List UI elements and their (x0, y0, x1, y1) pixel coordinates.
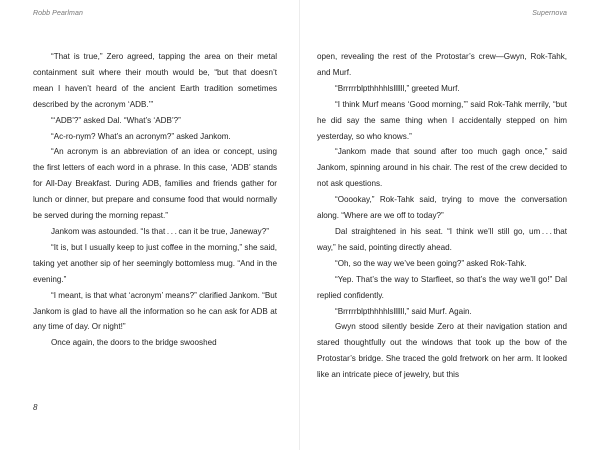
right-page-body (317, 49, 567, 383)
paragraph: “Brrrrrblpthhhhlsllllll,” said Murf. Again. (335, 306, 472, 316)
paragraph: “Ac-ro-nym? What’s an acronym?” asked Jankom. (51, 131, 231, 141)
paragraph-continuation: open, revealing the rest of the Protostar’s crew—Gwyn, Rok-Tahk, and Murf. (317, 52, 567, 77)
paragraph: “I meant, is that what ‘acronym’ means?” clarified Jankom. “But Jankom is glad to have all the information so he can ask for ADB at any time of day. Or night!” (33, 290, 277, 332)
running-head-author: Robb Pearlman (33, 10, 83, 17)
paragraph: “That is true,” Zero agreed, tapping the area on their metal containment suit where their mouth would be, “but that doesn’t mean I haven’t heard of the ancient Earth tradition sometimes described by the acronym ‘ADB.’” (33, 52, 277, 109)
paragraph: “An acronym is an abbreviation of an idea or concept, using the first letters of each word in a phrase. In this case, ‘ADB’ stands for All-Day Breakfast. During ADB, families and friends gather for lunch or dinner, but prepare and consume food that would normally be served during the morning repast.” (33, 147, 277, 221)
paragraph: “It is, but I usually keep to just coffee in the morning,” she said, taking yet another sip of her seemingly bottomless mug. “And in the evening.” (33, 242, 277, 284)
paragraph: “Jankom made that sound after too much gagh once,” said Jankom, spinning around in his chair. The rest of the crew decided to not ask questions. (317, 147, 567, 189)
left-page-body (33, 49, 277, 351)
paragraph: “I think Murf means ‘Good morning,’” said Rok-Tahk merrily, “but he did say the same thing when I accidentally stepped on him yesterday, so who knows.” (317, 99, 567, 141)
paragraph: “Oh, so the way we’ve been going?” asked Rok-Tahk. (335, 258, 527, 268)
paragraph: Once again, the doors to the bridge swooshed (51, 338, 217, 348)
paragraph: “‘ADB’?” asked Dal. “What’s ‘ADB’?” (51, 115, 181, 125)
paragraph: “Yep. That’s the way to Starfleet, so that’s the way we’ll go!” Dal replied confidently. (317, 274, 567, 300)
paragraph: “Brrrrrblpthhhhlsllllll,” greeted Murf. (335, 83, 460, 93)
page-number: 8 (33, 403, 38, 412)
paragraph: “Ooookay,” Rok-Tahk said, trying to move the conversation along. “Where are we off to today?” (317, 195, 567, 221)
running-head-title: Supernova (532, 10, 567, 17)
paragraph: Jankom was astounded. “Is that . . . can it be true, Janeway?” (51, 226, 269, 236)
paragraph: Gwyn stood silently beside Zero at their navigation station and stared thoughtfully out the windows that took up the bow of the Protostar’s bridge. She traced the gold fretwork on her arm. It looked like an intricate piece of jewelry, but this (317, 322, 567, 380)
paragraph: Dal straightened in his seat. “I think we’ll still go, um . . . that way,” he said, pointing directly ahead. (317, 226, 567, 252)
